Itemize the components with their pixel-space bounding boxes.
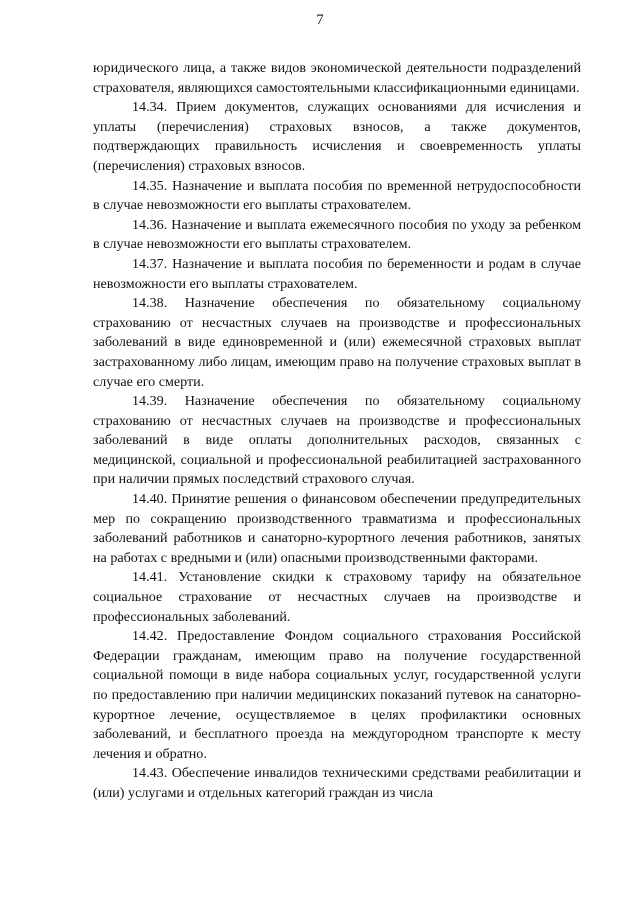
paragraph-14-39: 14.39. Назначение обеспечения по обязательному социальному страхованию от несчастных случаев на производстве и профессиональных заболеваний в виде оплаты дополнительных расходов, связанных с медицинской, социальной и профессиональной реабилитацией застрахованного при наличии прямых последствий страхового случая.: [93, 393, 581, 488]
paragraph-14-42: 14.42. Предоставление Фондом социального страхования Российской Федерации гражданам, имеющим право на получение государственной социальной помощи в виде набора социальных услуг, государственной услуги по предоставлению при наличии медицинских показаний путевок на санаторно-курортное лечение, осуществляемое в целях профилактики основных заболеваний, и бесплатного проезда на междугородном транспорте к месту лечения и обратно.: [93, 628, 581, 762]
page-number: 7: [316, 12, 324, 28]
document-body: [93, 59, 581, 804]
paragraph-14-41: 14.41. Установление скидки к страховому тарифу на обязательное социальное страхование от несчастных случаев на производстве и профессиональных заболеваний.: [93, 569, 581, 625]
paragraph-14-38: 14.38. Назначение обеспечения по обязательному социальному страхованию от несчастных случаев на производстве и профессиональных заболеваний в виде единовременной и (или) ежемесячной страховых выплат застрахованному либо лицам, имеющим право на получение страховых выплат в случае его смерти.: [93, 295, 581, 390]
paragraph-14-36: 14.36. Назначение и выплата ежемесячного пособия по уходу за ребенком в случае невозможности его выплаты страхователем.: [93, 216, 581, 253]
paragraph-continuation: юридического лица, а также видов экономической деятельности подразделений страхователя, являющихся самостоятельными классификационными единицами.: [93, 60, 581, 96]
paragraph-14-37: 14.37. Назначение и выплата пособия по беременности и родам в случае невозможности его выплаты страхователем.: [93, 255, 581, 292]
paragraph-14-43: 14.43. Обеспечение инвалидов техническими средствами реабилитации и (или) услугами и отдельных категорий граждан из числа: [93, 765, 581, 801]
paragraph-14-40: 14.40. Принятие решения о финансовом обеспечении предупредительных мер по сокращению производственного травматизма и профессиональных заболеваний работников и санаторно-курортного лечения работников, занятых на работах с вредными и (или) опасными производственными факторами.: [93, 491, 581, 566]
paragraph-14-35: 14.35. Назначение и выплата пособия по временной нетрудоспособности в случае невозможности его выплаты страхователем.: [93, 177, 581, 214]
paragraph-14-34: 14.34. Прием документов, служащих основаниями для исчисления и уплаты (перечисления) страховых взносов, а также документов, подтверждающих правильность исчисления и своевременность уплаты (перечисления) страховых взносов.: [93, 99, 581, 174]
